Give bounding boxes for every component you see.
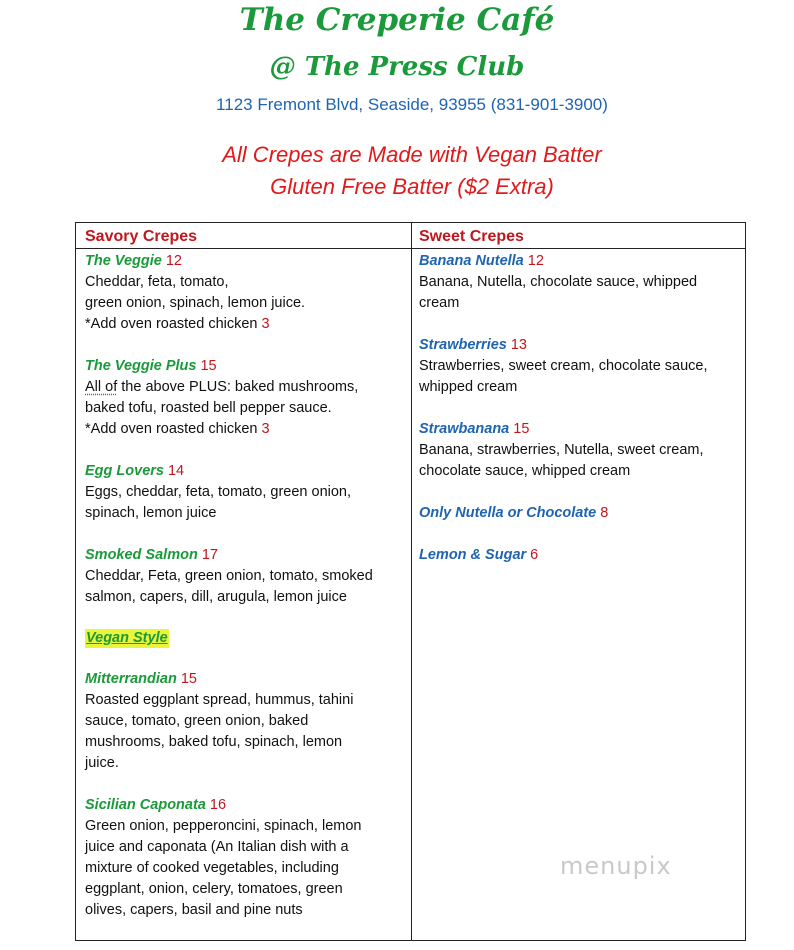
menupix-watermark: menupix [560, 852, 672, 880]
menu-item-banana-nutella [419, 251, 741, 314]
item-description: cream [419, 295, 460, 311]
item-name: Lemon & Sugar [419, 547, 527, 563]
item-name: Only Nutella or Chocolate [419, 505, 597, 521]
item-price: 15 [180, 671, 197, 687]
item-description: sauce, tomato, green onion, baked [85, 713, 309, 729]
cafe-subtitle: @ The Press Club [269, 52, 525, 82]
item-price: 17 [201, 547, 218, 563]
menu-item-strawberries [419, 335, 741, 398]
item-description: Strawberries, sweet cream, chocolate sauce, [419, 358, 708, 374]
item-name: Strawberries [419, 337, 507, 353]
item-price: 13 [510, 337, 527, 353]
column-divider [411, 223, 412, 940]
item-name: Smoked Salmon [85, 547, 198, 563]
sweet-heading: Sweet Crepes [419, 228, 524, 245]
menu-table [75, 222, 746, 941]
item-description: Banana, strawberries, Nutella, sweet cream, [419, 442, 704, 458]
item-price: 15 [513, 421, 530, 437]
item-price: 16 [209, 797, 227, 813]
vegan-style-label: Vegan Style [86, 630, 168, 646]
item-name: The Veggie Plus [85, 358, 197, 374]
gluten-free-note: Gluten Free Batter ($2 Extra) [270, 174, 554, 199]
vegan-batter-note: All Crepes are Made with Vegan Batter [222, 142, 602, 167]
item-name: Strawbanana [419, 421, 510, 437]
addon-price: 3 [261, 421, 270, 437]
item-description: Cheddar, Feta, green onion, tomato, smoked [85, 568, 373, 584]
item-description: chocolate sauce, whipped cream [419, 463, 631, 479]
menu-item-sicilian-caponata [85, 795, 405, 921]
vegan-style-section [85, 629, 405, 648]
item-description: Green onion, pepperoncini, spinach, lemon [85, 818, 362, 834]
menu-item-lemon-and-sugar [419, 545, 741, 566]
item-description: juice and caponata (An Italian dish with a [85, 839, 349, 855]
item-description: juice. [85, 755, 119, 771]
menu-item-strawbanana [419, 419, 741, 482]
menu-item-mitterrandian [85, 669, 405, 774]
addon-text: *Add oven roasted chicken [85, 421, 258, 437]
item-price: 14 [167, 463, 185, 479]
item-name: Mitterrandian [85, 671, 177, 687]
spellcheck-underline-text: All of [85, 379, 118, 395]
item-name: Egg Lovers [85, 463, 164, 479]
cafe-address: 1123 Fremont Blvd, Seaside, 93955 (831-901-3900) [216, 95, 608, 114]
item-description: whipped cream [419, 379, 518, 395]
item-description: Roasted eggplant spread, hummus, tahini [85, 692, 354, 708]
item-description: salmon, capers, dill, arugula, lemon juice [85, 589, 347, 605]
item-description: mixture of cooked vegetables, including [85, 860, 339, 876]
menu-item-smoked-salmon [85, 545, 405, 608]
item-description: spinach, lemon juice [85, 505, 217, 521]
item-price: 15 [200, 358, 217, 374]
item-price: 12 [165, 253, 182, 269]
item-description: the above PLUS: baked mushrooms, [117, 379, 359, 395]
item-name: Banana Nutella [419, 253, 524, 269]
menu-item-only-nutella-or-chocolate [419, 503, 741, 524]
cafe-title: The Creperie Café [239, 2, 555, 38]
menu-item-the-veggie-plus [85, 356, 405, 440]
addon-text: *Add oven roasted chicken [85, 316, 258, 332]
menu-item-the-veggie [85, 251, 405, 335]
item-description: green onion, spinach, lemon juice. [85, 295, 306, 311]
item-price: 8 [600, 505, 609, 521]
item-description: Cheddar, feta, tomato, [85, 274, 229, 290]
item-description: baked tofu, roasted bell pepper sauce. [85, 400, 332, 416]
item-description: eggplant, onion, celery, tomatoes, green [85, 881, 343, 897]
item-price: 12 [527, 253, 544, 269]
item-description: mushrooms, baked tofu, spinach, lemon [85, 734, 343, 750]
item-price: 6 [530, 547, 539, 563]
item-description: olives, capers, basil and pine nuts [85, 902, 303, 918]
sweet-column [419, 223, 741, 587]
savory-heading: Savory Crepes [85, 228, 198, 245]
item-description: Eggs, cheddar, feta, tomato, green onion, [85, 484, 352, 500]
addon-price: 3 [261, 316, 270, 332]
savory-column [85, 223, 405, 942]
item-name: The Veggie [85, 253, 162, 269]
item-name: Sicilian Caponata [85, 797, 206, 813]
menu-item-egg-lovers [85, 461, 405, 524]
item-description: Banana, Nutella, chocolate sauce, whipped [419, 274, 698, 290]
